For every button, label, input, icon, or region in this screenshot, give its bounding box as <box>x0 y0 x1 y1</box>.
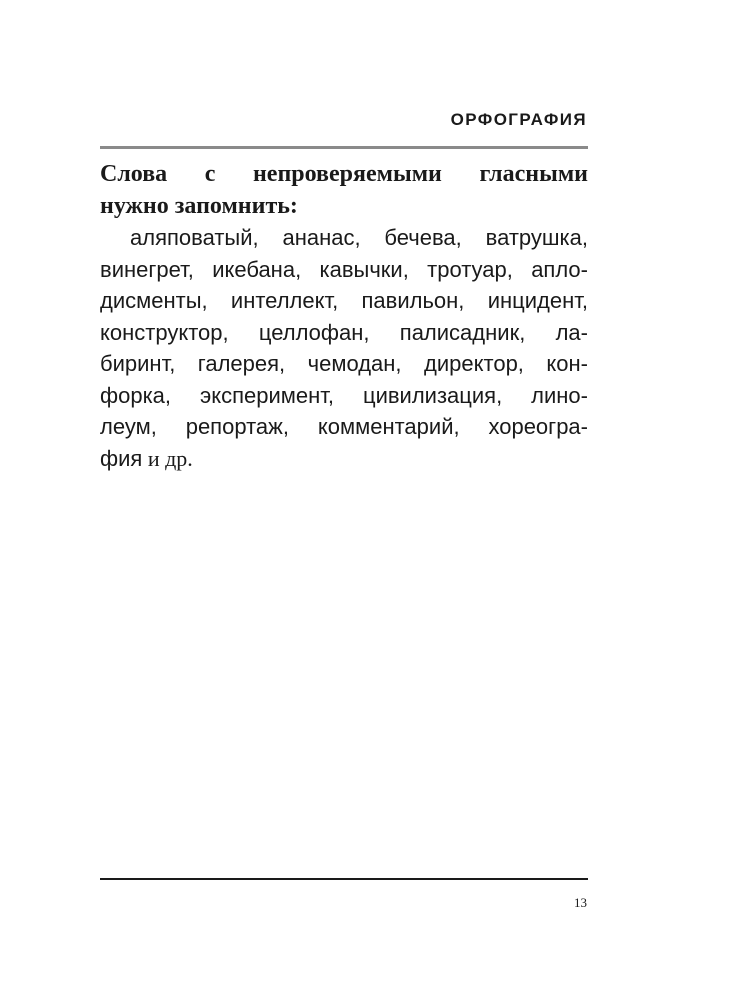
lead-line-1: Слова с непроверяемыми гласными <box>100 161 588 187</box>
page-number: 13 <box>574 895 587 910</box>
footer-rule <box>100 878 588 880</box>
word-line-text: фия <box>100 445 143 471</box>
word-line: леум, репортаж, комментарий, хореогра- <box>100 414 588 439</box>
running-header: ОРФОГРАФИЯ <box>450 110 587 129</box>
word-line: биринт, галерея, чемодан, директор, кон- <box>100 351 588 376</box>
header-rule <box>100 146 588 149</box>
etc-marker: и др. <box>142 445 193 471</box>
page-content <box>100 158 588 474</box>
word-line: дисменты, интеллект, павильон, инцидент, <box>100 288 588 313</box>
lead-line-2: нужно запомнить: <box>100 193 298 219</box>
word-list-paragraph <box>100 222 588 474</box>
lead-paragraph <box>100 158 588 222</box>
word-line: форка, эксперимент, цивилизация, лино- <box>100 382 588 408</box>
word-line: конструктор, целлофан, палисадник, ла- <box>100 319 588 345</box>
word-line-last <box>100 443 588 475</box>
word-line: аляповатый, ананас, бечева, ватрушка, <box>130 225 588 250</box>
word-line: винегрет, икебана, кавычки, тротуар, апло- <box>100 256 588 282</box>
